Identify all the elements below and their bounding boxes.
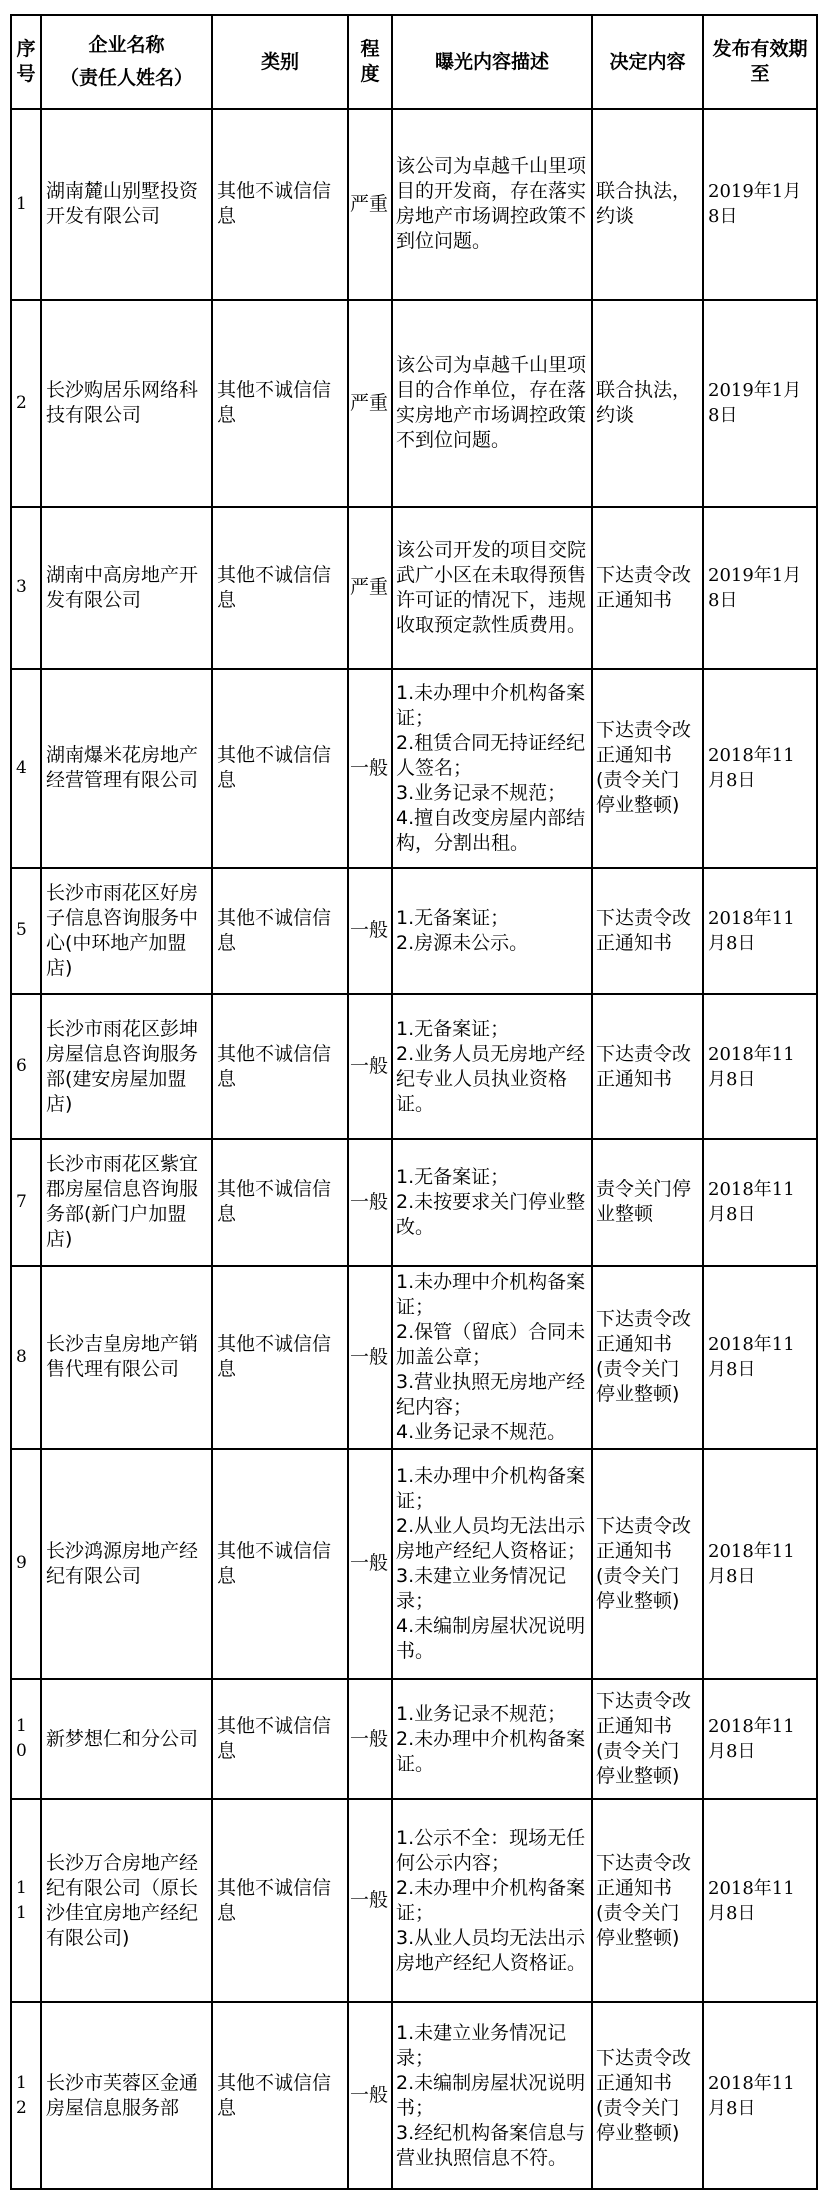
severity-level: 一般 [348, 1799, 392, 2002]
exposure-description [392, 994, 592, 1139]
company-name: 长沙市雨花区彭坤房屋信息咨询服务部(建安房屋加盟店) [41, 994, 212, 1139]
category: 其他不诚信信息 [212, 994, 348, 1139]
exposure-description [392, 1266, 592, 1449]
valid-until-date: 2018年11月8日 [703, 994, 817, 1139]
table-row [11, 1449, 817, 1679]
description-line: 3.从业人员均无法出示房地产经纪人资格证。 [396, 1926, 587, 1974]
row-number: 9 [11, 1449, 41, 1679]
description-line: 1.未建立业务情况记录； [396, 2021, 567, 2069]
exposure-description [392, 1139, 592, 1265]
row-number: 11 [11, 1799, 41, 2002]
header-company-line1: 企业名称 [88, 34, 165, 56]
exposure-description [392, 1449, 592, 1679]
decision: 下达责令改正通知书 [592, 868, 703, 994]
severity-level: 严重 [348, 507, 392, 669]
header-category: 类别 [212, 15, 348, 109]
row-number: 5 [11, 868, 41, 994]
description-line: 3.经纪机构备案信息与营业执照信息不符。 [396, 2121, 586, 2169]
valid-until-date: 2019年1月8日 [703, 507, 817, 669]
header-no: 序号 [11, 15, 41, 109]
description-line: 4.业务记录不规范。 [396, 1420, 567, 1443]
category: 其他不诚信信息 [212, 1139, 348, 1265]
severity-level: 一般 [348, 1449, 392, 1679]
exposure-description [392, 1679, 592, 1799]
exposure-description [392, 868, 592, 994]
decision: 下达责令改正通知书(责令关门停业整顿) [592, 669, 703, 868]
description-line: 2.未按要求关门停业整改。 [396, 1190, 586, 1238]
description-line: 4.擅自改变房屋内部结构，分割出租。 [396, 806, 586, 854]
decision: 联合执法，约谈 [592, 300, 703, 507]
category: 其他不诚信信息 [212, 868, 348, 994]
table-row [11, 2002, 817, 2189]
table-row [11, 1266, 817, 1449]
table-row [11, 300, 817, 507]
description-line: 1.无备案证； [396, 1165, 510, 1188]
disclosure-table [10, 14, 818, 2190]
company-name: 湖南爆米花房地产经营管理有限公司 [41, 669, 212, 868]
valid-until-date: 2019年1月8日 [703, 300, 817, 507]
decision: 下达责令改正通知书(责令关门停业整顿) [592, 1679, 703, 1799]
table-row [11, 669, 817, 868]
description-line: 2.房源未公示。 [396, 931, 529, 954]
category: 其他不诚信信息 [212, 1449, 348, 1679]
severity-level: 一般 [348, 1139, 392, 1265]
description-line: 1.无备案证； [396, 1017, 510, 1040]
decision: 下达责令改正通知书(责令关门停业整顿) [592, 2002, 703, 2189]
row-number: 8 [11, 1266, 41, 1449]
exposure-description [392, 1799, 592, 2002]
description-line: 3.营业执照无房地产经纪内容； [396, 1370, 586, 1418]
row-number: 12 [11, 2002, 41, 2189]
company-name: 长沙市雨花区紫宜郡房屋信息咨询服务部(新门户加盟店) [41, 1139, 212, 1265]
description-line: 2.保管（留底）合同未加盖公章； [396, 1320, 586, 1368]
category: 其他不诚信信息 [212, 300, 348, 507]
valid-until-date: 2018年11月8日 [703, 1799, 817, 2002]
valid-until-date: 2018年11月8日 [703, 669, 817, 868]
description-line: 2.未编制房屋状况说明书； [396, 2071, 586, 2119]
valid-until-date: 2018年11月8日 [703, 2002, 817, 2189]
header-description: 曝光内容描述 [392, 15, 592, 109]
company-name: 长沙购居乐网络科技有限公司 [41, 300, 212, 507]
decision: 下达责令改正通知书(责令关门停业整顿) [592, 1799, 703, 2002]
row-number: 4 [11, 669, 41, 868]
company-name: 长沙鸿源房地产经纪有限公司 [41, 1449, 212, 1679]
valid-until-date: 2019年1月8日 [703, 109, 817, 300]
row-number: 6 [11, 994, 41, 1139]
valid-until-date: 2018年11月8日 [703, 1449, 817, 1679]
header-level: 程度 [348, 15, 392, 109]
company-name: 长沙吉皇房地产销售代理有限公司 [41, 1266, 212, 1449]
description-line: 2.未办理中介机构备案证； [396, 1876, 586, 1924]
decision: 责令关门停业整顿 [592, 1139, 703, 1265]
description-line: 1.未办理中介机构备案证； [396, 681, 586, 729]
exposure-description [392, 2002, 592, 2189]
decision: 下达责令改正通知书 [592, 994, 703, 1139]
table-row [11, 507, 817, 669]
valid-until-date: 2018年11月8日 [703, 1139, 817, 1265]
description-line: 1.公示不全：现场无任何公示内容； [396, 1826, 586, 1874]
company-name: 长沙万合房地产经纪有限公司（原长沙佳宜房地产经纪有限公司) [41, 1799, 212, 2002]
category: 其他不诚信信息 [212, 1679, 348, 1799]
table-row [11, 1679, 817, 1799]
table-row [11, 1799, 817, 2002]
company-name: 湖南中高房地产开发有限公司 [41, 507, 212, 669]
description-line: 2.业务人员无房地产经纪专业人员执业资格证。 [396, 1042, 586, 1115]
category: 其他不诚信信息 [212, 2002, 348, 2189]
row-number: 1 [11, 109, 41, 300]
category: 其他不诚信信息 [212, 1799, 348, 2002]
description-line: 2.从业人员均无法出示房地产经纪人资格证； [396, 1514, 587, 1562]
severity-level: 严重 [348, 300, 392, 507]
severity-level: 一般 [348, 2002, 392, 2189]
description-line: 该公司为卓越千山里项目的开发商，存在落实房地产市场调控政策不到位问题。 [396, 155, 587, 253]
company-name: 湖南麓山别墅投资开发有限公司 [41, 109, 212, 300]
category: 其他不诚信信息 [212, 669, 348, 868]
description-line: 1.未办理中介机构备案证； [396, 1270, 586, 1318]
table-row [11, 109, 817, 300]
header-decision: 决定内容 [592, 15, 703, 109]
description-line: 2.未办理中介机构备案证。 [396, 1727, 586, 1775]
table-row [11, 868, 817, 994]
row-number: 10 [11, 1679, 41, 1799]
description-line: 3.未建立业务情况记录； [396, 1564, 567, 1612]
category: 其他不诚信信息 [212, 109, 348, 300]
header-row [11, 15, 817, 109]
severity-level: 一般 [348, 669, 392, 868]
severity-level: 一般 [348, 1679, 392, 1799]
exposure-description [392, 669, 592, 868]
category: 其他不诚信信息 [212, 507, 348, 669]
exposure-description [392, 109, 592, 300]
exposure-description [392, 300, 592, 507]
description-line: 3.业务记录不规范； [396, 781, 567, 804]
severity-level: 严重 [348, 109, 392, 300]
category: 其他不诚信信息 [212, 1266, 348, 1449]
table-row [11, 994, 817, 1139]
severity-level: 一般 [348, 868, 392, 994]
severity-level: 一般 [348, 994, 392, 1139]
company-name: 长沙市雨花区好房子信息咨询服务中心(中环地产加盟店) [41, 868, 212, 994]
description-line: 2.租赁合同无持证经纪人签名； [396, 731, 586, 779]
description-line: 1.未办理中介机构备案证； [396, 1464, 586, 1512]
company-name: 长沙市芙蓉区金通房屋信息服务部 [41, 2002, 212, 2189]
severity-level: 一般 [348, 1266, 392, 1449]
row-number: 3 [11, 507, 41, 669]
company-name: 新梦想仁和分公司 [41, 1679, 212, 1799]
description-line: 该公司为卓越千山里项目的合作单位，存在落实房地产市场调控政策不到位问题。 [396, 354, 587, 452]
decision: 下达责令改正通知书 [592, 507, 703, 669]
row-number: 2 [11, 300, 41, 507]
valid-until-date: 2018年11月8日 [703, 1266, 817, 1449]
header-valid-until: 发布有效期至 [703, 15, 817, 109]
valid-until-date: 2018年11月8日 [703, 1679, 817, 1799]
exposure-description [392, 507, 592, 669]
decision: 下达责令改正通知书(责令关门停业整顿) [592, 1449, 703, 1679]
description-line: 1.无备案证； [396, 906, 510, 929]
table-row [11, 1139, 817, 1265]
valid-until-date: 2018年11月8日 [703, 868, 817, 994]
description-line: 1.业务记录不规范； [396, 1702, 567, 1725]
description-line: 该公司开发的项目交院武广小区在未取得预售许可证的情况下，违规收取预定款性质费用。 [396, 538, 587, 636]
description-line: 4.未编制房屋状况说明书。 [396, 1614, 586, 1662]
decision: 联合执法，约谈 [592, 109, 703, 300]
header-company-line2: （责任人姓名） [59, 67, 193, 89]
header-company [41, 15, 212, 109]
decision: 下达责令改正通知书(责令关门停业整顿) [592, 1266, 703, 1449]
row-number: 7 [11, 1139, 41, 1265]
